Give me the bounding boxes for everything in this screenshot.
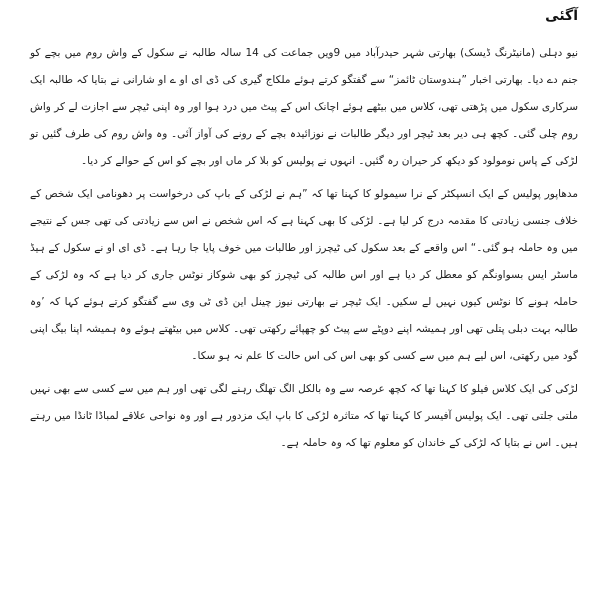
article-title: آگئی <box>545 8 578 24</box>
article-paragraph-3: لڑکی کی ایک کلاس فیلو کا کہنا تھا کہ کچھ عرصہ سے وہ بالکل الگ تھلگ رہنے لگی تھی اور ہم میں سے کسی سے بھی نہیں ملتی جلتی تھی۔ ایک پولیس آفیسر کا کہنا تھا کہ متاثرہ لڑکی کا باپ ایک مزدور ہے اور وہ نواحی علاقے لمباڈا ٹانڈا میں رہتے ہیں۔ اس نے بتایا کہ لڑکی کے خاندان کو معلوم تھا کہ وہ حاملہ ہے۔ <box>30 383 578 449</box>
article-paragraph-2: مدھاپور پولیس کے ایک انسپکٹر کے نرا سیمولو کا کہنا تھا کہ ”ہم نے لڑکی کے باپ کی درخواست پر دھونامی ایک شخص کے خلاف جنسی زیادتی کا مقدمہ درج کر لیا ہے۔ لڑکی کا بھی کہنا ہے کہ اس شخص نے اس سے زیادتی کی تھی جس کے نتیجے میں وہ حاملہ ہو گئی۔“ اس واقعے کے بعد سکول کی ٹیچرز اور طالبات میں خوف پایا جا رہا ہے۔ ڈی ای او نے سکول کے ہیڈ ماسٹر ایس بسواونگم کو معطل کر دیا ہے اور اس طالبہ کی ٹیچرز کو بھی شوکاز نوٹس جاری کر دیا ہے کہ وہ لڑکی کے حاملہ ہونے کا نوٹس کیوں نہیں لے سکیں۔ ایک ٹیچر نے بھارتی نیوز چینل این ڈی ٹی وی سے گفتگو کرتے ہوئے کہا کہ ’وہ طالبہ بہت دبلی پتلی تھی اور ہمیشہ اپنے دوپٹے سے پیٹ کو چھپائے رکھتی تھی۔ کلاس میں بیٹھتے ہوئے وہ ہمیشہ اپنا بیگ اپنی گود میں رکھتی، اس لیے ہم میں سے کسی کو بھی اس کی اس حالت کا علم نہ ہو سکا۔ <box>30 188 578 362</box>
article-paragraph-1: نیو دہلی (مانیٹرنگ ڈیسک) بھارتی شہر حیدرآباد میں 9ویں جماعت کی 14 سالہ طالبہ نے سکول کے واش روم میں بچے کو جنم دے دیا۔ بھارتی اخبار ”ہندوستان ٹائمز“ سے گفتگو کرتے ہوئے ملکاج گیری کی ڈی ای او ے او شارانی نے بتایا کہ طالبہ ایک سرکاری سکول میں پڑھتی تھی، کلاس میں بیٹھے ہوئے اچانک اس کے پیٹ میں درد ہوا اور وہ اپنی ٹیچر سے اجازت لے کر واش روم چلی گئی۔ کچھ ہی دیر بعد ٹیچر اور دیگر طالبات نے نوزائیدہ بچے کے رونے کی آواز آئی۔ وہ واش روم کی طرف گئیں تو لڑکی کے پاس نومولود کو دیکھ کر حیران رہ گئیں۔ انہوں نے پولیس کو بلا کر ماں اور بچے کو اس کے حوالے کر دیا۔ <box>30 47 578 167</box>
